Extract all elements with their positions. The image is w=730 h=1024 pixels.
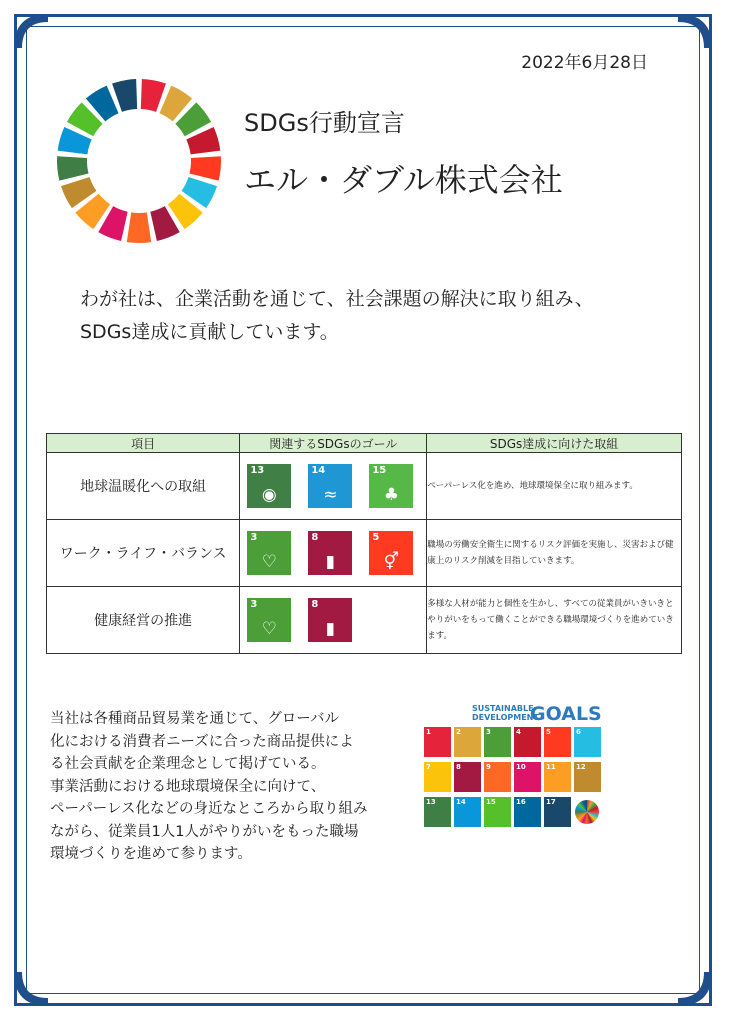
heartbeat-icon: ♡ <box>261 552 277 572</box>
sdg-grid-tile <box>484 762 511 792</box>
sdg-goal-5-tile <box>369 531 413 575</box>
body-line: ペーパーレス化などの身近なところから取り組み <box>50 801 368 817</box>
corner-ornament-bottom-left <box>14 972 48 1006</box>
sdg-grid-number: 3 <box>486 728 491 736</box>
sdg-goal-number: 5 <box>372 532 380 543</box>
declaration-title: SDGs行動宣言 <box>244 109 405 137</box>
sdg-grid-tile <box>544 762 571 792</box>
table-row <box>47 587 682 654</box>
column-header-actions: SDGs達成に向けた取組 <box>427 434 682 453</box>
sdg-goal-14-tile <box>308 464 352 508</box>
row-goal-icons <box>240 587 427 654</box>
body-line: 化における消費者ニーズに合った商品提供によ <box>50 733 354 750</box>
body-line: 当社は各種商品貿易業を通じて、グローバル <box>50 711 339 727</box>
sdg-grid-tile <box>454 762 481 792</box>
body-line: 環境づくりを進めて参ります。 <box>50 846 252 862</box>
row-action-text: 職場の労働安全衛生に関するリスク評価を実施し、災害および健康上のリスク削減を目指していきます。 <box>427 520 682 587</box>
sdg-grid-number: 17 <box>546 798 556 806</box>
sdg-grid-number: 14 <box>456 798 466 806</box>
column-header-goals: 関連するSDGsのゴール <box>240 434 427 453</box>
sdg-goal-8-tile <box>308 598 352 642</box>
sdg-grid-tile <box>424 762 451 792</box>
sdg-grid-tile <box>544 797 571 827</box>
sdg-grid-number: 16 <box>516 798 526 806</box>
body-line: る社会貢献を企業理念として掲げている。 <box>50 756 326 772</box>
lead-line: わが社は、企業活動を通じて、社会課題の解決に取り組み、 <box>80 288 594 310</box>
sdg-grid-tile <box>454 797 481 827</box>
body-line: ながら、従業員1人1人がやりがいをもった職場 <box>50 823 359 840</box>
sdgs-color-wheel-logo <box>56 78 222 244</box>
row-item-label: 地球温暖化への取組 <box>47 453 240 520</box>
sdg-grid-number: 4 <box>516 728 521 736</box>
eye-globe-icon: ◉ <box>261 485 277 505</box>
sdg-goal-number: 8 <box>311 599 319 610</box>
column-header-item: 項目 <box>47 434 240 453</box>
sdg-grid-tile <box>544 727 571 757</box>
table-row <box>47 520 682 587</box>
gender-icon: ⚥ <box>383 552 400 572</box>
document-date: 2022年6月28日 <box>521 53 648 73</box>
sdg-grid-number: 7 <box>426 763 431 771</box>
sdg-goal-3-tile <box>247 598 291 642</box>
sdg-grid-tile <box>484 797 511 827</box>
sdg-goal-8-tile <box>308 531 352 575</box>
lead-line: SDGs達成に貢献しています。 <box>80 321 339 343</box>
table-row <box>47 453 682 520</box>
sdg-goal-number: 13 <box>250 465 265 476</box>
goals-logo-line: SUSTAINABLE <box>472 704 534 713</box>
sdg-grid-tile <box>424 797 451 827</box>
sdg-grid-number: 13 <box>426 798 436 806</box>
sdg-grid-number: 8 <box>456 763 461 771</box>
sdg-goal-13-tile <box>247 464 291 508</box>
sdg-goal-number: 3 <box>250 532 258 543</box>
sdg-grid-tile <box>484 727 511 757</box>
corner-ornament-top-right <box>678 14 712 48</box>
sdg-goal-number: 14 <box>311 465 326 476</box>
sdg-grid-number: 2 <box>456 728 461 736</box>
table-header-row <box>47 434 682 453</box>
tree-icon: ♣ <box>383 485 399 505</box>
sdg-grid-tile <box>424 727 451 757</box>
sdg-grid-tile <box>574 762 601 792</box>
goals-logo-line: DEVELOPMENT <box>472 713 539 722</box>
sdg-grid-number: 15 <box>486 798 496 806</box>
row-goal-icons <box>240 453 427 520</box>
growth-chart-icon: ▮ <box>325 619 336 639</box>
company-name: エル・ダブル株式会社 <box>244 161 563 199</box>
sdg-grid-number: 10 <box>516 763 526 771</box>
sdg-grid-number: 12 <box>576 763 586 771</box>
company-philosophy-text <box>50 708 368 866</box>
fish-icon: ≈ <box>323 485 338 505</box>
row-item-label: ワーク・ライフ・バランス <box>47 520 240 587</box>
sdg-wheel-mini-icon <box>575 800 599 824</box>
corner-ornament-bottom-right <box>678 972 712 1006</box>
heartbeat-icon: ♡ <box>261 619 277 639</box>
row-action-text: 多様な人材が能力と個性を生かし、すべての従業員がいきいきとやりがいをもって働くことができる職場環境づくりを進めていきます。 <box>427 587 682 654</box>
lead-statement <box>80 283 594 349</box>
sdg-grid-tile <box>454 727 481 757</box>
sdg-grid-tile <box>514 762 541 792</box>
row-action-text: ペーパーレス化を進め、地球環境保全に取り組みます。 <box>427 453 682 520</box>
sdg-grid-tile <box>514 727 541 757</box>
sdgs-17-goals-grid <box>424 727 601 827</box>
row-item-label: 健康経営の推進 <box>47 587 240 654</box>
sdg-grid-tile <box>574 727 601 757</box>
sdg-grid-number: 6 <box>576 728 581 736</box>
sdg-goal-number: 8 <box>311 532 319 543</box>
sdg-grid-number: 5 <box>546 728 551 736</box>
sdg-grid-number: 11 <box>546 763 556 771</box>
sdg-goal-number: 15 <box>372 465 387 476</box>
sdg-goal-15-tile <box>369 464 413 508</box>
sdgs-goals-logo-word: GOALS <box>530 703 602 725</box>
body-line: 事業活動における地球環境保全に向けて、 <box>50 778 326 795</box>
wheel-segment <box>189 156 221 180</box>
sdgs-goals-table <box>46 433 682 654</box>
wheel-segment <box>127 212 151 243</box>
growth-chart-icon: ▮ <box>325 552 336 572</box>
wheel-segment <box>57 156 89 180</box>
sdg-grid-tile <box>514 797 541 827</box>
sdg-grid-number: 9 <box>486 763 491 771</box>
sdgs-goals-logo-subtitle <box>472 704 539 722</box>
row-goal-icons <box>240 520 427 587</box>
sdg-grid-number: 1 <box>426 728 431 736</box>
sdg-goal-3-tile <box>247 531 291 575</box>
corner-ornament-top-left <box>14 14 48 48</box>
sdg-goal-number: 3 <box>250 599 258 610</box>
